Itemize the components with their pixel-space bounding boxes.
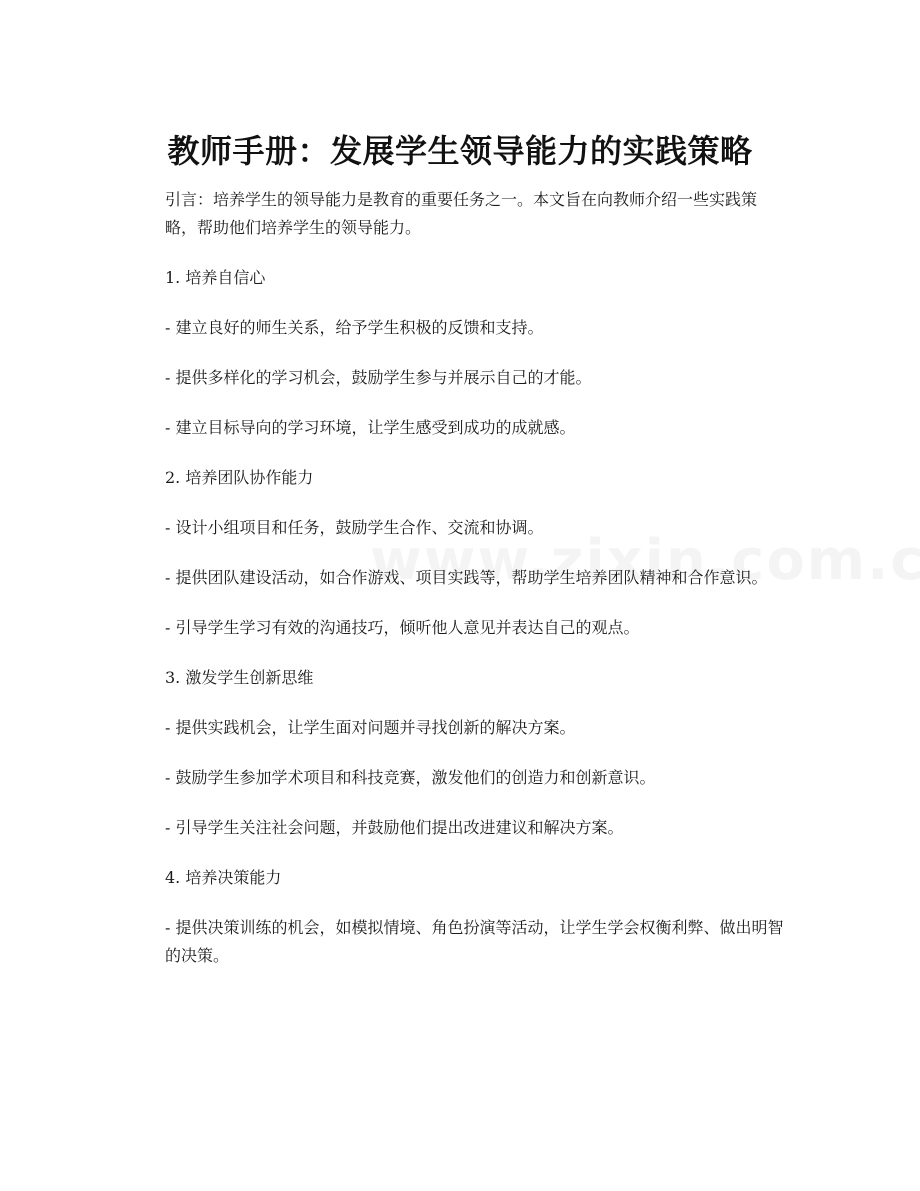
bullet-item: - 引导学生关注社会问题，并鼓励他们提出改进建议和解决方案。 xyxy=(165,818,624,837)
bullet-item: - 提供多样化的学习机会，鼓励学生参与并展示自己的才能。 xyxy=(165,368,592,387)
bullet-item: - 设计小组项目和任务，鼓励学生合作、交流和协调。 xyxy=(165,518,544,537)
bullet-item: - 提供决策训练的机会，如模拟情境、角色扮演等活动，让学生学会权衡利弊、做出明智的决策。 xyxy=(165,918,784,965)
bullet-item: - 建立目标导向的学习环境，让学生感受到成功的成就感。 xyxy=(165,418,576,437)
intro-paragraph: 引言：培养学生的领导能力是教育的重要任务之一。本文旨在向教师介绍一些实践策略，帮助他们培养学生的领导能力。 xyxy=(165,190,758,237)
section-heading-3: 3. 激发学生创新思维 xyxy=(165,668,314,687)
document-title: 教师手册：发展学生领导能力的实践策略 xyxy=(167,132,753,171)
bullet-item: - 引导学生学习有效的沟通技巧，倾听他人意见并表达自己的观点。 xyxy=(165,618,640,637)
document-body xyxy=(165,186,785,992)
bullet-item: - 鼓励学生参加学术项目和科技竞赛，激发他们的创造力和创新意识。 xyxy=(165,768,656,787)
bullet-item: - 建立良好的师生关系，给予学生积极的反馈和支持。 xyxy=(165,318,544,337)
section-heading-4: 4. 培养决策能力 xyxy=(165,868,282,887)
section-heading-1: 1. 培养自信心 xyxy=(165,268,266,287)
bullet-item: - 提供实践机会，让学生面对问题并寻找创新的解决方案。 xyxy=(165,718,576,737)
section-heading-2: 2. 培养团队协作能力 xyxy=(165,468,314,487)
bullet-item: - 提供团队建设活动，如合作游戏、项目实践等，帮助学生培养团队精神和合作意识。 xyxy=(165,568,768,587)
